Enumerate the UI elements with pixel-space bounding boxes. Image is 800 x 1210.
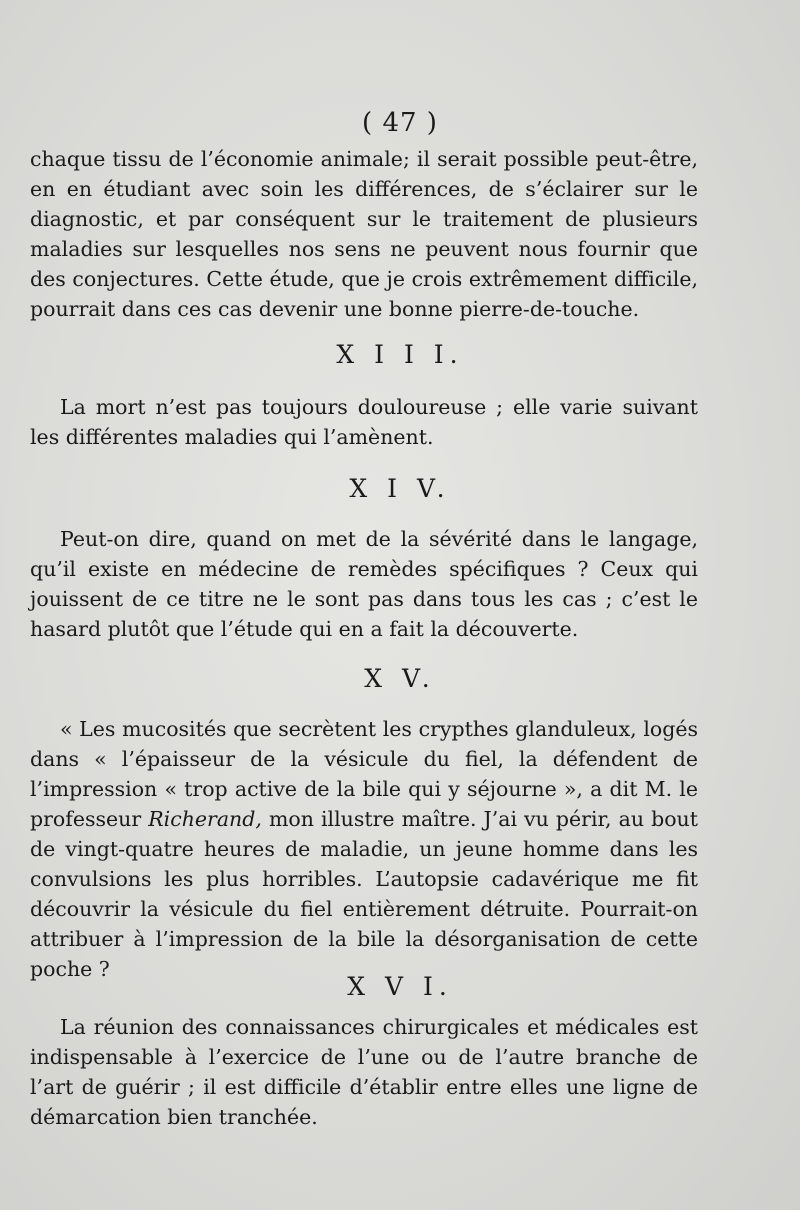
section-xiv-block: [30, 524, 698, 644]
section-heading-xiii: X I I I.: [336, 340, 464, 369]
section-xvi-paragraph: La réunion des connaissances chirurgicales et médicales est indispensable à l’exercice de l’une ou de l’autre branche de l’art de guérir ; il est difficile d’établir entre elles une ligne de démarcation bien tranchée.: [30, 1015, 698, 1129]
intro-paragraph: chaque tissu de l’économie animale; il serait possible peut-être, en en étudiant avec soin les différences, de s’éclairer sur le diagnostic, et par conséquent sur le traitement de plusieurs maladies sur lesquelles nos sens ne peuvent nous fournir que des conjectures. Cette étude, que je crois extrêmement difficile, pourrait dans ces cas devenir une bonne pierre-de-touche.: [30, 147, 698, 321]
section-heading-xv: X V.: [364, 664, 436, 693]
page-number: ( 47 ): [362, 108, 438, 138]
section-xv-author-name: Richerand,: [148, 807, 262, 831]
section-xv-text-part2: mon illustre maître. J’ai vu périr, au bout de vingt-quatre heures de maladie, un jeune homme dans les convulsions les plus horribles. L’autopsie cadavérique me fit découvrir la vésicule du fiel entièrement détruite. Pourrait-on attribuer à l’impression de la bile la désorganisation de cette poche ?: [30, 807, 698, 981]
section-heading-xiv: X I V.: [349, 474, 451, 503]
section-xvi-block: [30, 1012, 698, 1132]
intro-paragraph-block: [30, 144, 698, 324]
section-xiii-paragraph: La mort n’est pas toujours douloureuse ; elle varie suivant les différentes maladies qui l’amènent.: [30, 395, 698, 449]
section-xv-block: [30, 714, 698, 984]
section-xiv-paragraph: Peut-on dire, quand on met de la sévérité dans le langage, qu’il existe en médecine de remèdes spécifiques ? Ceux qui jouissent de ce titre ne le sont pas dans tous les cas ; c’est le hasard plutôt que l’étude qui en a fait la découverte.: [30, 527, 698, 641]
section-heading-xvi: X V I.: [347, 972, 453, 1001]
section-xiii-block: [30, 392, 698, 452]
section-xv-paragraph: [30, 714, 698, 984]
section-xv-text-part1: « Les mucosités que secrètent les crypthes glanduleux, logés dans « l’épaisseur de la vésicule du fiel, la défendent de l’impression « trop active de la bile qui y séjourne », a dit M. le professeur: [30, 717, 698, 831]
